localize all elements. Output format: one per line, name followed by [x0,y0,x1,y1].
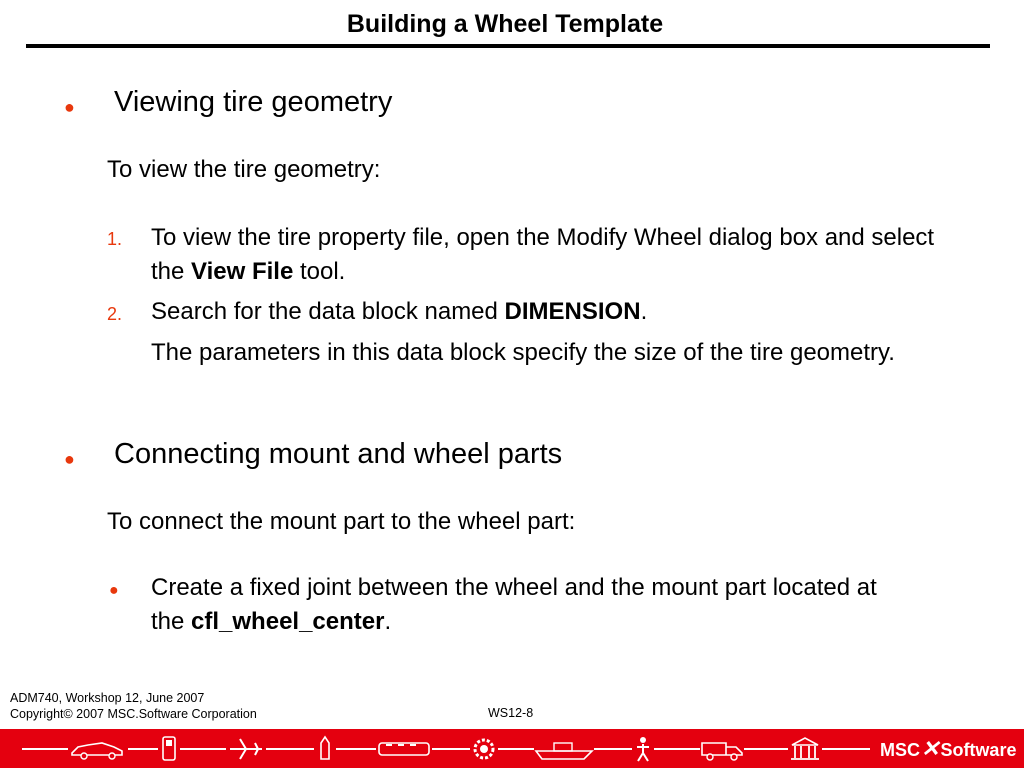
rocket-icon [314,735,336,763]
page-number: WS12-8 [488,706,534,720]
truck-icon [700,735,744,763]
slide-title: Building a Wheel Template [346,10,664,38]
bullet-text: Create a fixed joint between the wheel and the mount part located at the [151,574,877,635]
step-item-2 [151,295,971,329]
logo-right-text: Software [940,740,1017,760]
airplane-icon [226,735,266,763]
ship-icon [534,735,594,763]
step-text: Search for the data block named [151,298,505,325]
bullet-item [151,571,911,639]
section-heading-viewing: Viewing tire geometry [114,86,393,118]
step-item-1 [151,221,971,289]
step-note: The parameters in this data block specify the size of the tire geometry. [151,339,895,366]
person-icon [632,735,654,763]
bullet-bold-text: cfl_wheel_center [191,608,385,635]
bullet-icon: ● [109,582,119,599]
step-text: . [640,298,648,325]
msc-software-logo [880,737,1016,762]
title-divider [26,44,990,48]
bullet-icon: ● [64,97,75,117]
building-icon [788,735,822,763]
bullet-icon: ● [64,449,75,469]
train-icon [376,735,432,763]
logo-left-text: MSC [880,740,920,760]
logo-x-mark: ✕ [921,736,940,761]
section-intro-connecting: To connect the mount part to the wheel part: [107,508,576,535]
step-text: tool. [293,258,346,285]
section-intro-viewing: To view the tire geometry: [107,156,381,183]
step-bold-text: DIMENSION [504,298,641,325]
step-bold-text: View File [191,258,294,285]
footer-band [0,729,1024,768]
footer-course: ADM740, Workshop 12, June 2007 [10,691,205,705]
step-number: 1. [107,229,123,249]
step-number: 2. [107,304,123,324]
bullet-text: . [384,608,392,635]
footer-info [10,690,257,722]
step-text: To view the tire property file, open the Modify Wheel dialog box and select the [151,224,935,285]
car-icon [68,735,128,763]
footer-copyright: Copyright© 2007 MSC.Software Corporation [10,707,257,721]
section-heading-connecting: Connecting mount and wheel parts [114,438,563,470]
phone-icon [158,735,180,763]
gear-icon [470,735,498,763]
